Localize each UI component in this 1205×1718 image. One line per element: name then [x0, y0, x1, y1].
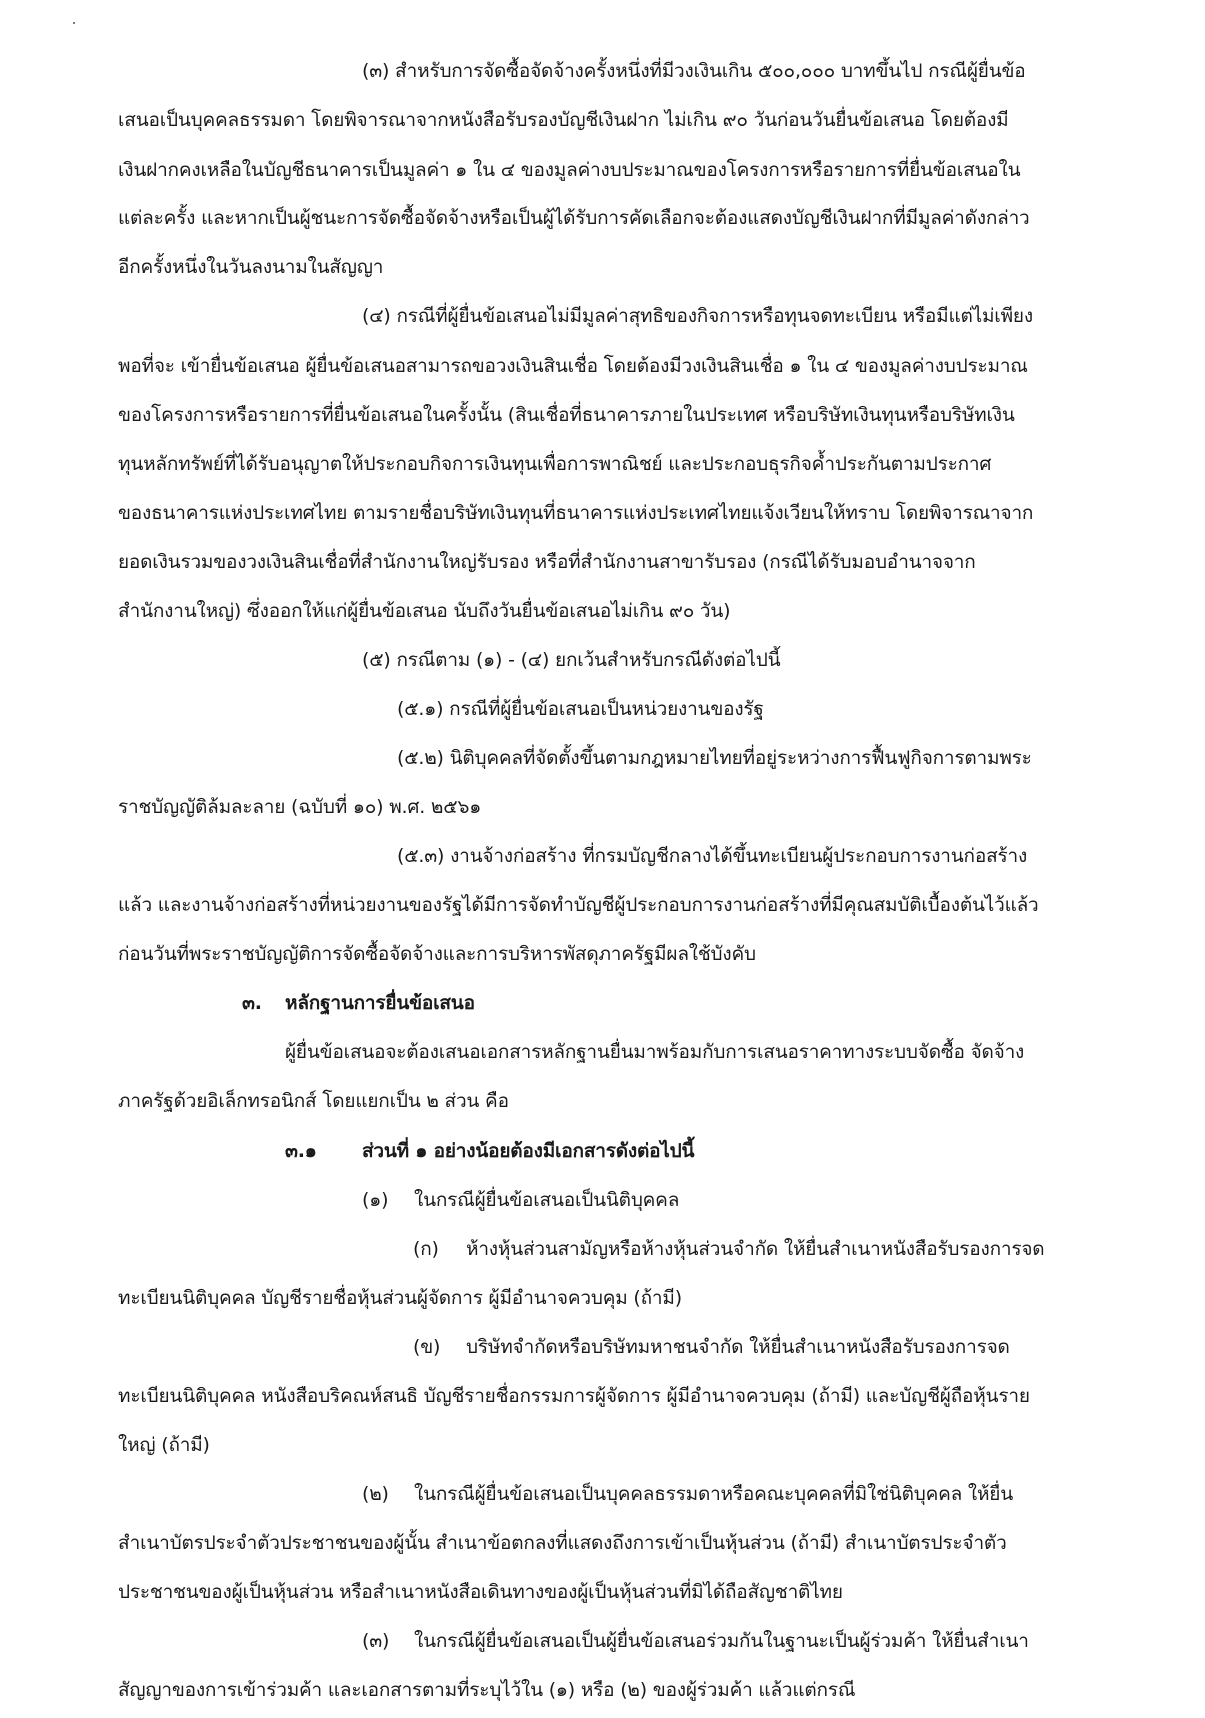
text-line: สำนักงานใหญ่) ซึ่งออกให้แก่ผู้ยื่นข้อเสนอ นับถึงวันยื่นข้อเสนอไม่เกิน ๙๐ วัน)	[118, 600, 731, 622]
text-line: ประชาชนของผู้เป็นหุ้นส่วน หรือสำเนาหนังสือเดินทางของผู้เป็นหุ้นส่วนที่มิได้ถือสัญชาติไทย	[118, 1581, 843, 1603]
subsection-number: ๓.๑	[285, 1140, 317, 1162]
text-line: ห้างหุ้นส่วนสามัญหรือห้างหุ้นส่วนจำกัด ให้ยื่นสำเนาหนังสือรับรองการจด	[466, 1238, 1045, 1260]
text-line: ราชบัญญัติล้มละลาย (ฉบับที่ ๑๐) พ.ศ. ๒๕๖๑	[118, 796, 482, 818]
item-number: (ข)	[413, 1336, 441, 1358]
text-line: (๕.๓) งานจ้างก่อสร้าง ที่กรมบัญชีกลางได้ขึ้นทะเบียนผู้ประกอบการงานก่อสร้าง	[397, 845, 1028, 867]
text-line: ของธนาคารแห่งประเทศไทย ตามรายชื่อบริษัทเงินทุนที่ธนาคารแห่งประเทศไทยแจ้งเวียนให้ทราบ โดยพิจารณาจาก	[118, 502, 1034, 524]
text-line: ทะเบียนนิติบุคคล บัญชีรายชื่อหุ้นส่วนผู้จัดการ ผู้มีอำนาจควบคุม (ถ้ามี)	[118, 1287, 682, 1309]
item-number: (๒)	[362, 1483, 389, 1505]
text-line: ยอดเงินรวมของวงเงินสินเชื่อที่สำนักงานใหญ่รับรอง หรือที่สำนักงานสาขารับรอง (กรณีได้รับมอบอำนาจจาก	[118, 551, 976, 573]
text-line: ของโครงการหรือรายการที่ยื่นข้อเสนอในครั้งนั้น (สินเชื่อที่ธนาคารภายในประเทศ หรือบริษัทเงินทุนหรือบริษัทเงิน	[118, 404, 1015, 426]
text-line: ใหญ่ (ถ้ามี)	[118, 1434, 210, 1456]
item-number: (๓)	[362, 1630, 390, 1652]
text-line: เงินฝากคงเหลือในบัญชีธนาคารเป็นมูลค่า ๑ ใน ๔ ของมูลค่างบประมาณของโครงการหรือรายการที่ยื่นข้อเสนอใน	[118, 159, 1021, 181]
section-number: ๓.	[242, 992, 262, 1014]
text-line: ผู้ยื่นข้อเสนอจะต้องเสนอเอกสารหลักฐานยื่นมาพร้อมกับการเสนอราคาทางระบบจัดซื้อ จัดจ้าง	[285, 1041, 1025, 1063]
text-line: (๔) กรณีที่ผู้ยื่นข้อเสนอไม่มีมูลค่าสุทธิของกิจการหรือทุนจดทะเบียน หรือมีแต่ไม่เพียง	[362, 305, 1033, 327]
text-line: (๓) สำหรับการจัดซื้อจัดจ้างครั้งหนึ่งที่มีวงเงินเกิน ๕๐๐,๐๐๐ บาทขึ้นไป กรณีผู้ยื่นข้อ	[362, 60, 1026, 82]
text-line: อีกครั้งหนึ่งในวันลงนามในสัญญา	[118, 256, 384, 278]
item-number: (ก)	[413, 1238, 439, 1260]
text-line: แต่ละครั้ง และหากเป็นผู้ชนะการจัดซื้อจัดจ้างหรือเป็นผู้ได้รับการคัดเลือกจะต้องแสดงบัญชีเงินฝากที่มีมูลค่าดังกล่าว	[118, 207, 1030, 229]
text-line: สำเนาบัตรประจำตัวประชาชนของผู้นั้น สำเนาข้อตกลงที่แสดงถึงการเข้าเป็นหุ้นส่วน (ถ้ามี) สำเนาบัตรประจำตัว	[118, 1532, 1007, 1554]
text-line: (๕) กรณีตาม (๑) - (๔) ยกเว้นสำหรับกรณีดังต่อไปนี้	[362, 649, 781, 671]
text-line: ภาครัฐด้วยอิเล็กทรอนิกส์ โดยแยกเป็น ๒ ส่วน คือ	[118, 1090, 509, 1112]
subsection-heading: ส่วนที่ ๑ อย่างน้อยต้องมีเอกสารดังต่อไปนี้	[362, 1140, 695, 1162]
text-line: ในกรณีผู้ยื่นข้อเสนอเป็นผู้ยื่นข้อเสนอร่วมกันในฐานะเป็นผู้ร่วมค้า ให้ยื่นสำเนา	[414, 1630, 1029, 1652]
text-line: ทะเบียนนิติบุคคล หนังสือบริคณห์สนธิ บัญชีรายชื่อกรรมการผู้จัดการ ผู้มีอำนาจควบคุม (ถ้ามี) และบัญชีผู้ถือหุ้นราย	[118, 1385, 1030, 1407]
text-line: ในกรณีผู้ยื่นข้อเสนอเป็นบุคคลธรรมดาหรือคณะบุคคลที่มิใช่นิติบุคคล ให้ยื่น	[414, 1483, 1013, 1505]
text-line: บริษัทจำกัดหรือบริษัทมหาชนจำกัด ให้ยื่นสำเนาหนังสือรับรองการจด	[466, 1336, 1010, 1358]
text-line: ในกรณีผู้ยื่นข้อเสนอเป็นนิติบุคคล	[414, 1189, 680, 1211]
section-heading: หลักฐานการยื่นข้อเสนอ	[285, 992, 475, 1014]
text-line: พอที่จะ เข้ายื่นข้อเสนอ ผู้ยื่นข้อเสนอสามารถขอวงเงินสินเชื่อ โดยต้องมีวงเงินสินเชื่อ ๑ ใน ๔ ของมูลค่างบประมาณ	[118, 355, 1028, 377]
text-line: ก่อนวันที่พระราชบัญญัติการจัดซื้อจัดจ้างและการบริหารพัสดุภาครัฐมีผลใช้บังคับ	[118, 943, 756, 965]
scan-speck	[73, 22, 75, 24]
text-line: สัญญาของการเข้าร่วมค้า และเอกสารตามที่ระบุไว้ใน (๑) หรือ (๒) ของผู้ร่วมค้า แล้วแต่กรณี	[118, 1679, 856, 1701]
item-number: (๑)	[362, 1189, 389, 1211]
text-line: เสนอเป็นบุคคลธรรมดา โดยพิจารณาจากหนังสือรับรองบัญชีเงินฝาก ไม่เกิน ๙๐ วันก่อนวันยื่นข้อเสนอ โดยต้องมี	[118, 109, 1009, 131]
text-line: ทุนหลักทรัพย์ที่ได้รับอนุญาตให้ประกอบกิจการเงินทุนเพื่อการพาณิชย์ และประกอบธุรกิจค้ำประกันตามประกาศ	[118, 453, 992, 475]
text-line: (๕.๑) กรณีที่ผู้ยื่นข้อเสนอเป็นหน่วยงานของรัฐ	[397, 698, 764, 720]
text-line: (๕.๒) นิติบุคคลที่จัดตั้งขึ้นตามกฎหมายไทยที่อยู่ระหว่างการฟื้นฟูกิจการตามพระ	[397, 747, 1032, 769]
text-line: แล้ว และงานจ้างก่อสร้างที่หน่วยงานของรัฐได้มีการจัดทำบัญชีผู้ประกอบการงานก่อสร้างที่มีคุณสมบัติเบื้องต้นไว้แล้ว	[118, 894, 1039, 916]
